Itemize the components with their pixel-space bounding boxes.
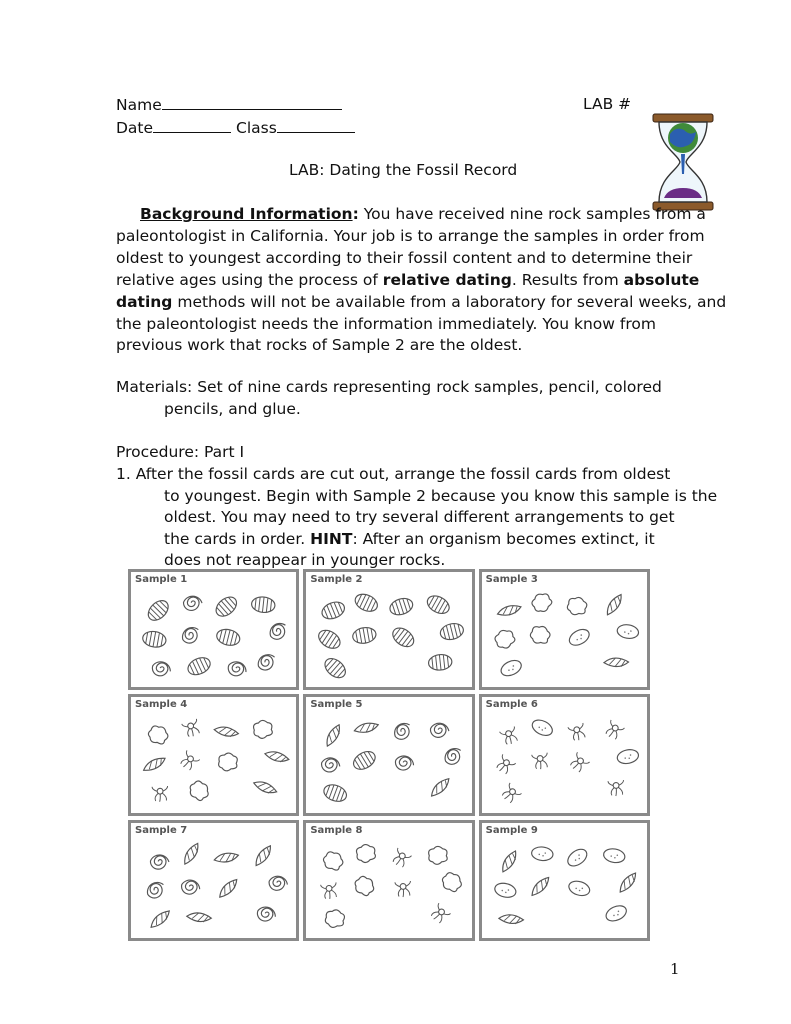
crinoid-fossil-icon [494, 755, 516, 776]
crinoid-fossil-icon [568, 723, 587, 742]
sample-label: Sample 7 [135, 824, 188, 836]
sample-card-1[interactable] [128, 569, 299, 690]
crinoid-fossil-icon [395, 881, 412, 898]
class-blank[interactable] [277, 117, 355, 133]
date-class-field [116, 117, 355, 138]
crinoid-fossil-icon [567, 753, 589, 775]
blob-fossil-icon [492, 626, 518, 651]
trilobite-fossil-icon [185, 654, 213, 678]
date-label: Date [116, 119, 154, 137]
sample-label: Sample 5 [310, 699, 363, 711]
crinoid-fossil-icon [499, 727, 519, 747]
clam-fossil-icon [567, 878, 592, 897]
spiral-fossil-icon [144, 879, 167, 901]
blob-fossil-icon [528, 590, 554, 616]
trilobite-fossil-icon [215, 627, 241, 648]
sample-label: Sample 1 [135, 574, 188, 585]
blob-fossil-icon [566, 597, 587, 616]
procedure-heading: Procedure: Part I [116, 443, 245, 461]
sample-card-7[interactable] [128, 820, 299, 941]
background-line-5: dating methods will not be available from a laboratory for several weeks, and [116, 293, 727, 311]
spiral-fossil-icon [180, 878, 202, 897]
background-line-1: Background Information: You have received nine rock samples from a [140, 205, 706, 223]
blob-fossil-icon [439, 869, 465, 894]
fossil-drawing [306, 572, 471, 687]
crinoid-fossil-icon [531, 753, 549, 770]
hourglass-icon [650, 112, 716, 212]
trilobite-fossil-icon [352, 626, 378, 645]
trilobite-fossil-icon [428, 653, 453, 671]
sample-cards-grid [128, 569, 650, 941]
blob-fossil-icon [325, 909, 344, 927]
clam-fossil-icon [498, 657, 523, 678]
materials-line-2: pencils, and glue. [164, 400, 301, 418]
fossil-drawing [482, 572, 647, 687]
sample-card-3[interactable] [479, 569, 650, 690]
background-line-6: the paleontologist needs the information immediately. You know from [116, 315, 656, 333]
shell-fossil-icon [214, 851, 238, 863]
trilobite-fossil-icon [212, 593, 240, 620]
clam-fossil-icon [564, 846, 589, 869]
sample-card-6[interactable] [479, 694, 650, 815]
shell-fossil-icon [355, 722, 379, 733]
procedure-line-5: does not reappear in younger rocks. [164, 551, 446, 569]
spiral-fossil-icon [268, 874, 289, 892]
shell-fossil-icon [322, 724, 346, 747]
spiral-fossil-icon [150, 659, 172, 678]
trilobite-fossil-icon [353, 591, 381, 615]
trilobite-fossil-icon [322, 782, 349, 804]
fossil-drawing [131, 697, 296, 812]
spiral-fossil-icon [442, 745, 465, 767]
procedure-line-2: to youngest. Begin with Sample 2 because you know this sample is the [164, 487, 718, 505]
fossil-drawing [482, 823, 647, 938]
background-line-7: previous work that rocks of Sample 2 are the oldest. [116, 336, 523, 354]
clam-fossil-icon [616, 748, 640, 766]
shell-fossil-icon [251, 845, 276, 866]
shell-fossil-icon [142, 758, 167, 772]
sample-label: Sample 6 [485, 699, 538, 711]
background-line-2: paleontologist in California. Your job is to arrange the samples in order from [116, 227, 705, 245]
date-blank[interactable] [153, 117, 231, 133]
sample-label: Sample 4 [135, 699, 188, 711]
shell-fossil-icon [148, 910, 173, 928]
sample-card-9[interactable] [479, 820, 650, 941]
class-label: Class [236, 119, 277, 137]
sample-label: Sample 9 [485, 824, 538, 836]
procedure-line-4: the cards in order. HINT: After an organism becomes extinct, it [164, 530, 655, 548]
procedure-line-3: oldest. You may need to try several different arrangements to get [164, 508, 675, 526]
sample-card-2[interactable] [303, 569, 474, 690]
crinoid-fossil-icon [603, 720, 624, 741]
crinoid-fossil-icon [321, 882, 339, 900]
clam-fossil-icon [531, 846, 554, 862]
blob-fossil-icon [217, 752, 238, 772]
name-label: Name [116, 96, 162, 114]
fossil-drawing [482, 697, 647, 812]
shell-fossil-icon [497, 605, 521, 615]
crinoid-fossil-icon [499, 783, 521, 805]
trilobite-fossil-icon [351, 748, 379, 773]
crinoid-fossil-icon [608, 780, 625, 796]
spiral-fossil-icon [150, 854, 169, 869]
blob-fossil-icon [352, 873, 378, 898]
name-blank[interactable] [162, 94, 342, 110]
blob-fossil-icon [321, 849, 346, 873]
clam-fossil-icon [602, 847, 625, 864]
spiral-fossil-icon [226, 659, 249, 679]
blob-fossil-icon [251, 719, 274, 741]
shell-fossil-icon [428, 778, 453, 797]
blob-fossil-icon [529, 624, 552, 645]
sample-label: Sample 8 [310, 824, 363, 836]
fossil-drawing [306, 697, 471, 812]
clam-fossil-icon [493, 881, 517, 899]
shell-fossil-icon [186, 908, 211, 926]
crinoid-fossil-icon [152, 786, 168, 802]
spiral-fossil-icon [320, 757, 341, 775]
trilobite-fossil-icon [425, 592, 453, 617]
trilobite-fossil-icon [251, 596, 276, 614]
trilobite-fossil-icon [144, 597, 172, 624]
trilobite-fossil-icon [320, 599, 347, 622]
trilobite-fossil-icon [390, 624, 418, 650]
shell-fossil-icon [603, 654, 628, 670]
trilobite-fossil-icon [439, 621, 465, 642]
background-line-4: relative ages using the process of relative dating. Results from absolute [116, 271, 700, 289]
spiral-fossil-icon [255, 651, 278, 672]
background-heading: Background Information [140, 205, 353, 223]
shell-fossil-icon [179, 842, 203, 864]
clam-fossil-icon [616, 623, 639, 640]
crinoid-fossil-icon [178, 751, 200, 772]
blob-fossil-icon [186, 778, 212, 804]
procedure-line-1: 1. After the fossil cards are cut out, arrange the fossil cards from oldest [116, 465, 671, 483]
sample-card-5[interactable] [303, 694, 474, 815]
crinoid-fossil-icon [429, 903, 451, 925]
fossil-drawing [131, 823, 296, 938]
shell-fossil-icon [216, 878, 241, 897]
clam-fossil-icon [603, 902, 628, 923]
spiral-fossil-icon [391, 720, 414, 743]
spiral-fossil-icon [179, 624, 202, 646]
trilobite-fossil-icon [322, 655, 350, 682]
sample-card-8[interactable] [303, 820, 474, 941]
page-number: 1 [670, 960, 680, 978]
spiral-fossil-icon [267, 620, 290, 642]
crinoid-fossil-icon [182, 719, 202, 739]
clam-fossil-icon [529, 717, 554, 739]
lab-number-label: LAB # [583, 95, 632, 113]
blob-fossil-icon [354, 842, 378, 864]
blob-fossil-icon [427, 844, 450, 865]
name-field [116, 94, 342, 115]
background-line-3: oldest to youngest according to their fossil content and to determine their [116, 249, 693, 267]
sample-card-4[interactable] [128, 694, 299, 815]
fossil-drawing [131, 572, 296, 687]
fossil-drawing [306, 823, 471, 938]
trilobite-fossil-icon [316, 627, 344, 652]
shell-fossil-icon [253, 777, 277, 799]
shell-fossil-icon [264, 747, 289, 767]
materials-line-1: Materials: Set of nine cards representing rock samples, pencil, colored [116, 378, 662, 396]
crinoid-fossil-icon [391, 848, 412, 869]
sample-label: Sample 3 [485, 574, 538, 585]
page-title: LAB: Dating the Fossil Record [289, 161, 518, 179]
shell-fossil-icon [602, 594, 626, 616]
shell-fossil-icon [615, 872, 640, 893]
spiral-fossil-icon [255, 904, 277, 923]
shell-fossil-icon [214, 722, 239, 741]
trilobite-fossil-icon [388, 596, 415, 618]
spiral-fossil-icon [183, 596, 202, 611]
spiral-fossil-icon [394, 754, 416, 773]
blob-fossil-icon [146, 723, 171, 747]
trilobite-fossil-icon [141, 630, 167, 649]
spiral-fossil-icon [430, 722, 450, 739]
shell-fossil-icon [527, 876, 552, 896]
clam-fossil-icon [566, 626, 591, 648]
shell-fossil-icon [497, 850, 521, 872]
shell-fossil-icon [498, 910, 523, 928]
sample-label: Sample 2 [310, 574, 363, 585]
